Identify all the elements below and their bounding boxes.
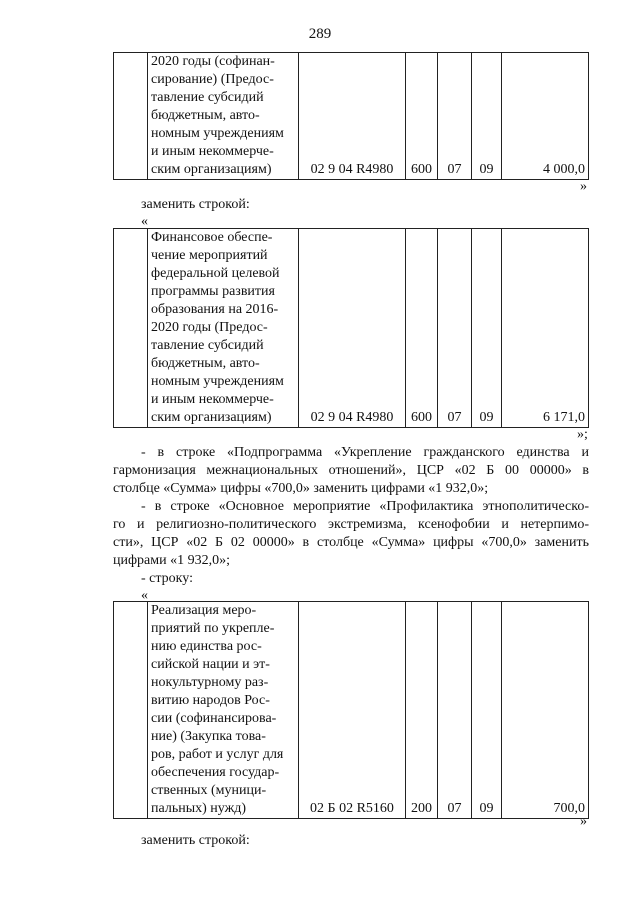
budget-table-3 [113,601,589,819]
blank-cell [114,53,148,180]
rz-code: 07 [438,602,472,819]
paragraph-main-activity [113,498,589,570]
sum-value: 4 000,0 [502,53,589,180]
blank-cell [114,229,148,428]
vr-code: 600 [406,229,438,428]
opening-quote: « [141,214,148,229]
csr-code: 02 9 04 R4980 [299,229,406,428]
closing-quote: » [580,179,587,194]
vr-code: 200 [406,602,438,819]
row-description: Реализация меро- приятий по укрепле- нию единства рос- сийской нации и эт- нокультурному раз- витию народов Рос- сии (софинансирова- ние) (Закупка това- ров, работ и услуг для обеспечения государ- ственных (муници- пальных) нужд) [148,602,299,819]
sum-value: 6 171,0 [502,229,589,428]
row-label: - строку: [141,571,193,586]
blank-cell [114,602,148,819]
table-row [114,229,589,428]
replace-with-label: заменить строкой: [141,833,250,848]
page-number: 289 [308,26,332,42]
row-description: Финансовое обеспе- чение мероприятий федеральной целевой программы развития образования на 2016- 2020 годы (Предос- тавление субсидий бюджетным, авто- номным учреждениям и иным некоммерче- ским организациям) [148,229,299,428]
pr-code: 09 [472,229,502,428]
replace-with-label: заменить строкой: [141,197,250,212]
paragraph-line: - в строке «Основное мероприятие «Профилактика этнополитическо- [141,499,589,514]
pr-code: 09 [472,602,502,819]
csr-code: 02 9 04 R4980 [299,53,406,180]
closing-quote: » [580,814,587,829]
paragraph-line: гармонизация межнациональных отношений», ЦСР «02 Б 00 00000» в [113,463,589,478]
paragraph-line: сти», ЦСР «02 Б 02 00000» в столбце «Сумма» цифры «700,0» заменить [113,535,589,550]
rz-code: 07 [438,229,472,428]
table-row [114,602,589,819]
paragraph-line: цифрами «1 932,0»; [113,553,231,568]
paragraph-line: столбце «Сумма» цифры «700,0» заменить цифрами «1 932,0»; [113,481,489,496]
table-row [114,53,589,180]
opening-quote: « [141,588,148,603]
paragraph-line: - в строке «Подпрограмма «Укрепление гражданского единства и [141,445,589,460]
row-description: 2020 годы (софинан- сирование) (Предос- тавление субсидий бюджетным, авто- номным учреждениям и иным некоммерче- ским организациям) [148,53,299,180]
vr-code: 600 [406,53,438,180]
budget-table-2 [113,228,589,428]
csr-code: 02 Б 02 R5160 [299,602,406,819]
paragraph-subprogram [113,444,589,498]
pr-code: 09 [472,53,502,180]
sum-value: 700,0 [502,602,589,819]
budget-table-1 [113,52,589,180]
rz-code: 07 [438,53,472,180]
closing-quote: »; [577,427,588,442]
paragraph-line: го и религиозно-политического экстремизма, ксенофобии и нетерпимо- [113,517,589,532]
